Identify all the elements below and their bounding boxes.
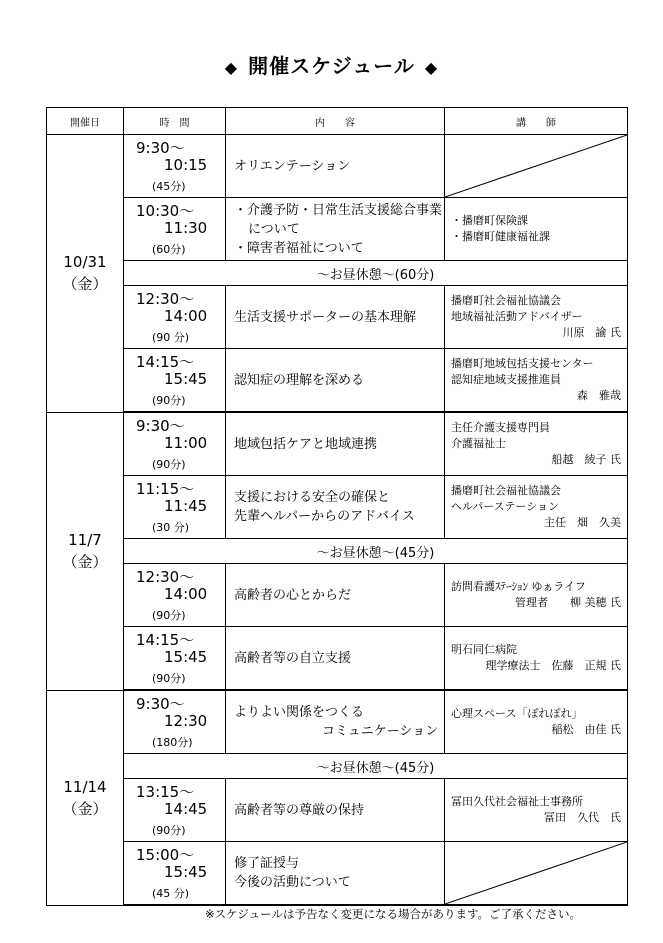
content-line: コミュニケーション — [322, 724, 439, 739]
session-row — [47, 627, 628, 691]
lecturer-empty-cell — [445, 135, 628, 198]
duration: (180分) — [152, 736, 193, 749]
lecturer-line: 川原 諭 氏 — [562, 326, 621, 339]
time-cell — [124, 690, 226, 754]
duration: (90分) — [152, 824, 186, 837]
duration: (45 分) — [152, 887, 190, 900]
date: 11/7 — [68, 531, 102, 549]
lecturer-line: 播磨町社会福祉協議会 — [451, 484, 561, 497]
content-line: よりよい関係をつくる — [234, 705, 365, 720]
duration: (90分) — [152, 458, 186, 471]
session-row — [47, 690, 628, 754]
content-cell — [226, 135, 445, 198]
lecturer-line: 理学療法士 佐藤 正規 氏 — [485, 659, 621, 672]
lecturer-line: 明石同仁病院 — [451, 643, 517, 656]
lecturer-empty-cell — [445, 842, 628, 906]
lecturer-line: 心理スペース「ぽれぽれ」 — [451, 707, 583, 720]
content-line: ・介護予防・日常生活支援総合事業 — [234, 202, 443, 218]
end-time: 11:45 — [164, 497, 208, 515]
date: 11/14 — [63, 777, 107, 796]
weekday: （金） — [62, 799, 108, 818]
end-time: 10:15 — [164, 156, 208, 174]
start-time: 14:15～ — [136, 353, 195, 371]
time-cell — [124, 135, 226, 198]
lecturer-cell — [445, 412, 628, 476]
session-row — [47, 779, 628, 842]
start-time: 9:30～ — [136, 417, 185, 435]
content-line: オリエンテーション — [234, 158, 351, 174]
lunch-break-row — [47, 539, 628, 564]
lecturer-line: ・播磨町健康福祉課 — [451, 230, 550, 243]
lecturer-line: 主任介護支援専門員 — [451, 421, 550, 434]
session-row — [47, 564, 628, 627]
lecturer-line: 稲松 由佳 氏 — [551, 723, 621, 736]
end-time: 11:00 — [164, 434, 208, 452]
header-content: 内 容 — [226, 108, 445, 135]
start-time: 12:30～ — [136, 568, 195, 586]
lecturer-line: 主任 畑 久美 — [544, 516, 621, 529]
time-cell — [124, 779, 226, 842]
content-line: 修了証授与 — [234, 856, 300, 871]
content-line: について — [248, 221, 300, 237]
start-time: 11:15～ — [136, 480, 195, 498]
duration: (30 分) — [152, 521, 190, 534]
session-row — [47, 198, 628, 261]
content-line: ・障害者福祉について — [234, 240, 364, 256]
content-cell — [226, 198, 445, 261]
content-cell — [226, 412, 445, 476]
diamond-icon: ◆ — [224, 58, 239, 77]
end-time: 14:00 — [164, 307, 208, 325]
weekday: （金） — [62, 275, 108, 294]
end-time: 15:45 — [164, 863, 208, 881]
lecturer-cell — [445, 198, 628, 261]
lecturer-line: 播磨町地域包括支援センター — [451, 357, 594, 370]
session-row — [47, 476, 628, 539]
content-line: 先輩ヘルパーからのアドバイス — [234, 509, 415, 524]
lunch-break: ～お昼休憩～(45分) — [124, 539, 628, 564]
content-cell — [226, 476, 445, 539]
lecturer-cell — [445, 690, 628, 754]
header-time: 時 間 — [124, 108, 226, 135]
page-title — [0, 50, 663, 79]
time-cell — [124, 476, 226, 539]
end-time: 14:45 — [164, 800, 208, 818]
lecturer-line: 訪問看護ｽﾃｰｼｮﾝ ゆぁライフ — [451, 580, 586, 593]
content-line: 今後の活動について — [234, 875, 351, 890]
header-date: 開催日 — [47, 108, 124, 135]
content-line: 高齢者等の尊厳の保持 — [234, 802, 365, 818]
time-cell — [124, 564, 226, 627]
end-time: 12:30 — [164, 712, 208, 730]
time-cell — [124, 349, 226, 413]
time-cell — [124, 412, 226, 476]
content-cell — [226, 779, 445, 842]
start-time: 10:30～ — [136, 202, 195, 220]
title-text: 開催スケジュール — [248, 54, 415, 78]
lecturer-cell — [445, 476, 628, 539]
content-cell — [226, 842, 445, 906]
lecturer-cell — [445, 349, 628, 413]
content-cell — [226, 564, 445, 627]
time-cell — [124, 627, 226, 691]
content-cell — [226, 349, 445, 413]
end-time: 15:45 — [164, 370, 208, 388]
content-cell — [226, 286, 445, 349]
start-time: 9:30～ — [136, 139, 185, 157]
lecturer-line: 冨田久代社会福祉士事務所 — [451, 795, 583, 808]
content-line: 地域包括ケアと地域連携 — [234, 436, 378, 452]
session-row — [47, 286, 628, 349]
lecturer-line: 管理者 柳 美穂 氏 — [515, 596, 621, 609]
time-cell — [124, 198, 226, 261]
content-line: 生活支援サポーターの基本理解 — [234, 309, 417, 325]
lunch-break: ～お昼休憩～(45分) — [124, 754, 628, 779]
content-line: 認知症の理解を深める — [234, 372, 365, 388]
lunch-break-row — [47, 261, 628, 286]
end-time: 15:45 — [164, 648, 208, 666]
lecturer-line: 船越 綾子 氏 — [551, 453, 621, 466]
weekday: （金） — [62, 553, 108, 571]
lecturer-cell — [445, 627, 628, 691]
duration: (90分) — [152, 394, 186, 407]
start-time: 9:30～ — [136, 695, 185, 713]
schedule-table — [46, 107, 628, 906]
diagonal-slash — [445, 135, 627, 197]
date-cell — [47, 412, 124, 690]
content-line: 支援における安全の確保と — [234, 490, 391, 505]
date: 10/31 — [63, 253, 107, 272]
content-line: 高齢者の心とからだ — [234, 587, 352, 603]
diamond-icon: ◆ — [424, 58, 439, 77]
start-time: 12:30～ — [136, 290, 195, 308]
session-row — [47, 135, 628, 198]
lecturer-line: 冨田 久代 氏 — [544, 811, 621, 824]
lecturer-line: 森 雅哉 — [577, 389, 621, 402]
lecturer-line: 播磨町社会福祉協議会 — [451, 294, 561, 307]
date-cell — [47, 135, 124, 413]
lecturer-line: ヘルパーステーション — [451, 500, 560, 513]
end-time: 11:30 — [164, 219, 208, 237]
lunch-break-row — [47, 754, 628, 779]
duration: (90 分) — [152, 331, 190, 344]
header-row — [47, 108, 628, 135]
session-row — [47, 412, 628, 476]
duration: (90分) — [152, 609, 186, 622]
content-cell — [226, 627, 445, 691]
lecturer-cell — [445, 779, 628, 842]
lecturer-line: 介護福祉士 — [451, 437, 506, 450]
lunch-break: ～お昼休憩～(60分) — [124, 261, 628, 286]
diagonal-slash — [445, 842, 627, 904]
start-time: 14:15～ — [136, 631, 195, 649]
duration: (90分) — [152, 672, 186, 685]
session-row — [47, 842, 628, 906]
duration: (60分) — [152, 243, 186, 256]
start-time: 13:15～ — [136, 783, 195, 801]
session-row — [47, 349, 628, 413]
lecturer-cell — [445, 564, 628, 627]
header-lecturer: 講 師 — [445, 108, 628, 135]
date-cell — [47, 690, 124, 905]
duration: (45分) — [152, 180, 186, 193]
lecturer-line: 地域福祉活動アドバイザー — [451, 310, 583, 323]
end-time: 14:00 — [164, 585, 208, 603]
lecturer-cell — [445, 286, 628, 349]
lecturer-line: 認知症地域支援推進員 — [451, 373, 561, 386]
schedule-body — [47, 135, 628, 906]
content-line: 高齢者等の自立支援 — [234, 650, 352, 666]
footnote: ※スケジュールは予告なく変更になる場合があります。ご了承ください。 — [205, 907, 582, 921]
start-time: 15:00～ — [136, 846, 195, 864]
lecturer-line: ・播磨町保険課 — [451, 214, 528, 227]
time-cell — [124, 842, 226, 906]
content-cell — [226, 690, 445, 754]
time-cell — [124, 286, 226, 349]
